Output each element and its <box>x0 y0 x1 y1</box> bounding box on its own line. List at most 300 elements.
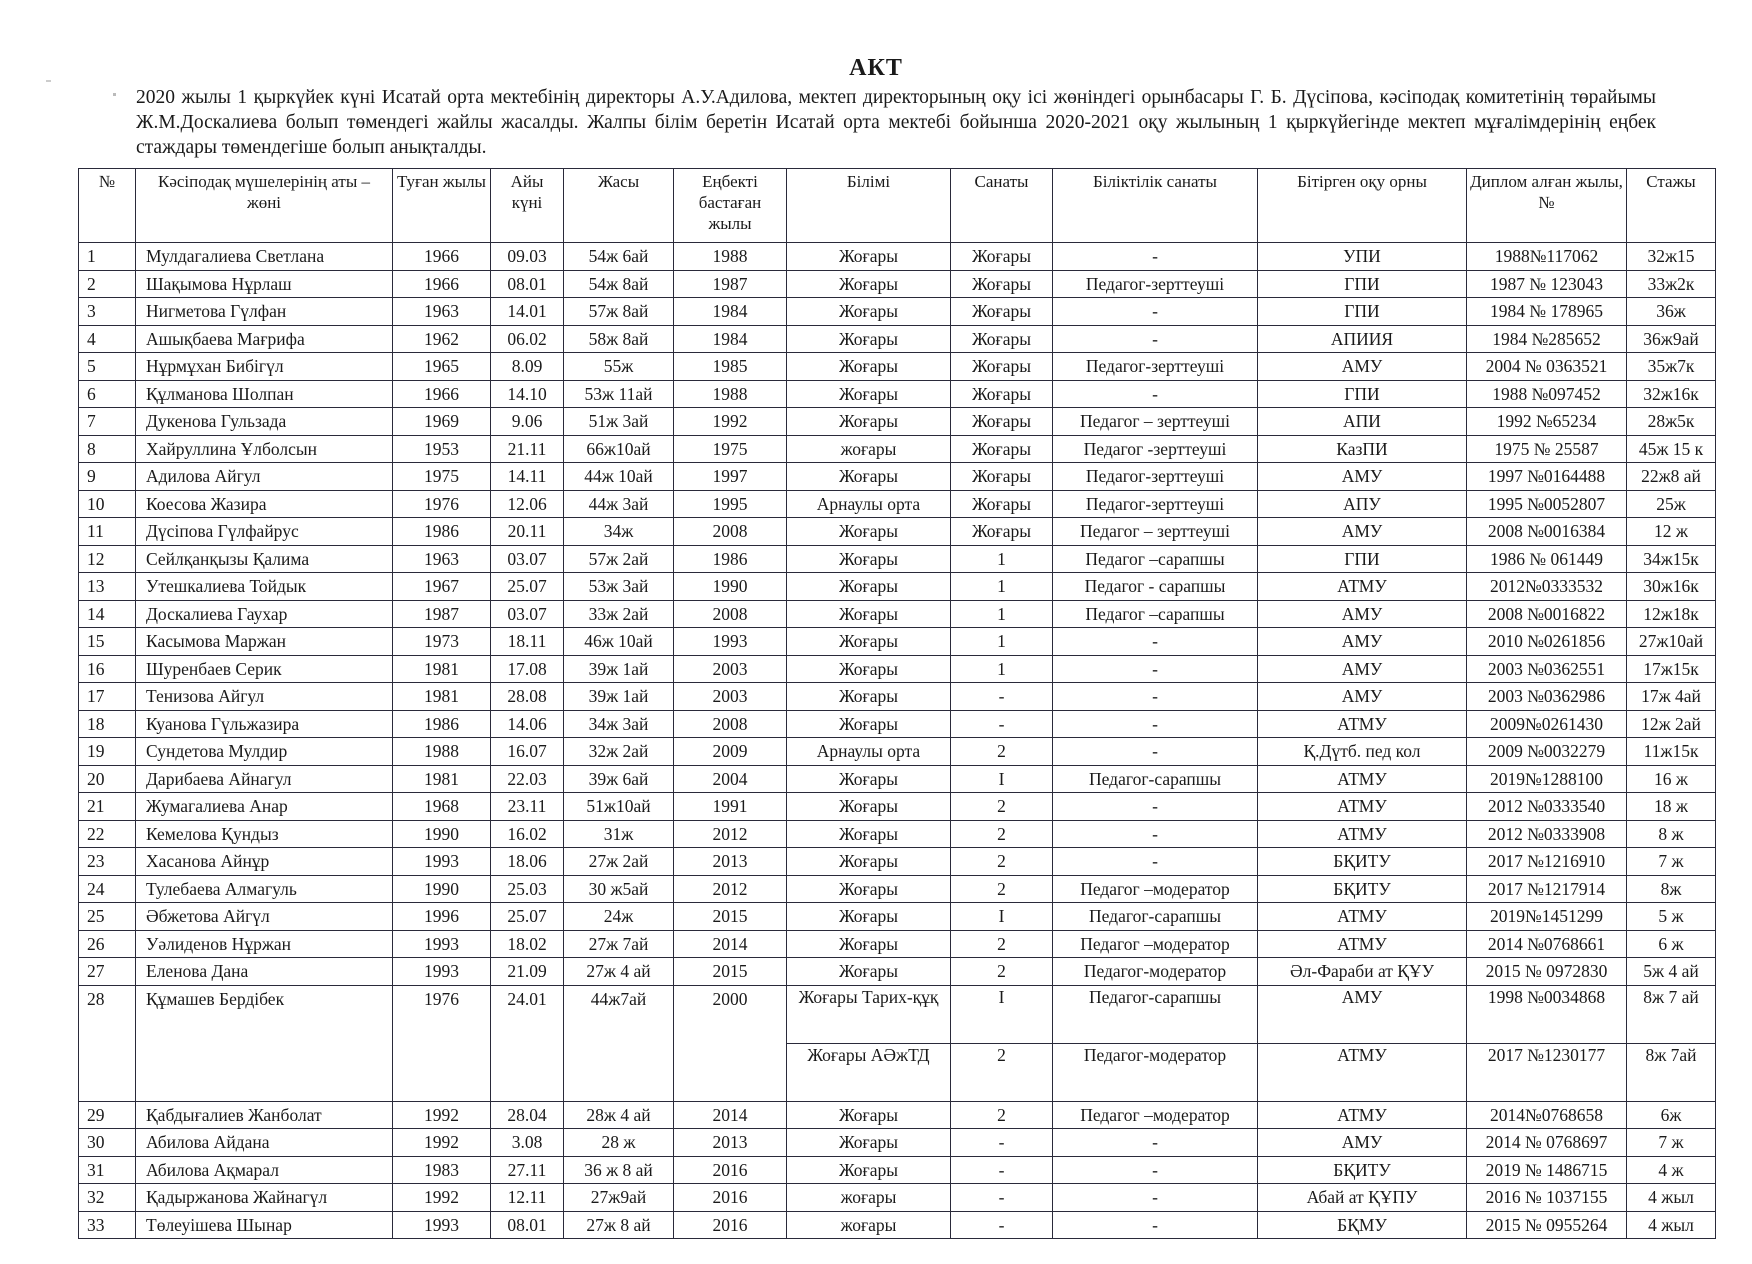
cell-education: Жоғары <box>787 683 951 711</box>
cell-qualification: - <box>1053 1156 1258 1184</box>
cell-age: 32ж 2ай <box>564 738 674 766</box>
cell-age: 53ж 11ай <box>564 380 674 408</box>
cell-education: жоғары <box>787 1184 951 1212</box>
table-row <box>79 903 1716 931</box>
cell-diploma: 2010 №0261856 <box>1467 628 1627 656</box>
cell-category: 1 <box>951 600 1053 628</box>
cell-category: Жоғары <box>951 463 1053 491</box>
cell-age: 39ж 1ай <box>564 683 674 711</box>
cell-education: Жоғары <box>787 628 951 656</box>
cell-name: Дүсіпова Гүлфайрус <box>136 518 393 546</box>
cell-work-start: 2003 <box>674 655 787 683</box>
staff-experience-table <box>78 168 1716 1239</box>
header-diploma: Диплом алған жылы, № <box>1467 169 1627 243</box>
cell-age: 39ж 1ай <box>564 655 674 683</box>
scan-mark <box>113 93 116 96</box>
cell-category: 1 <box>951 655 1053 683</box>
cell-age: 27ж 7ай <box>564 930 674 958</box>
cell-birth-day: 06.02 <box>491 325 564 353</box>
cell-work-start: 1990 <box>674 573 787 601</box>
cell-qualification: - <box>1053 1184 1258 1212</box>
cell-age: 36 ж 8 ай <box>564 1156 674 1184</box>
cell-diploma: 1995 №0052807 <box>1467 490 1627 518</box>
cell-experience: 8ж 7 ай <box>1627 985 1716 1043</box>
cell-work-start: 2000 <box>674 985 787 1101</box>
cell-no: 25 <box>79 903 136 931</box>
header-institution: Бітірген оқу орны <box>1258 169 1467 243</box>
cell-birth-day: 14.10 <box>491 380 564 408</box>
table-row <box>79 270 1716 298</box>
cell-qualification: Педагог-зерттеуші <box>1053 353 1258 381</box>
cell-no: 16 <box>79 655 136 683</box>
table-row <box>79 793 1716 821</box>
cell-diploma: 2015 № 0955264 <box>1467 1211 1627 1239</box>
cell-education: Жоғары <box>787 958 951 986</box>
table-row <box>79 958 1716 986</box>
cell-birth-year: 1993 <box>393 848 491 876</box>
cell-category: Жоғары <box>951 243 1053 271</box>
cell-education: Жоғары АӘжТД <box>787 1043 951 1101</box>
cell-age: 46ж 10ай <box>564 628 674 656</box>
cell-work-start: 1986 <box>674 545 787 573</box>
cell-diploma: 1975 № 25587 <box>1467 435 1627 463</box>
cell-category: 2 <box>951 793 1053 821</box>
cell-age: 55ж <box>564 353 674 381</box>
cell-birth-day: 28.04 <box>491 1101 564 1129</box>
header-education: Білімі <box>787 169 951 243</box>
cell-experience: 32ж16к <box>1627 380 1716 408</box>
cell-diploma: 2014 №0768661 <box>1467 930 1627 958</box>
cell-category: Жоғары <box>951 380 1053 408</box>
cell-qualification: Педагог –сарапшы <box>1053 600 1258 628</box>
cell-birth-day: 12.06 <box>491 490 564 518</box>
cell-birth-year: 1986 <box>393 710 491 738</box>
cell-category: 2 <box>951 875 1053 903</box>
cell-diploma: 2019№1288100 <box>1467 765 1627 793</box>
cell-education: Жоғары <box>787 655 951 683</box>
cell-diploma: 2008 №0016822 <box>1467 600 1627 628</box>
cell-experience: 8ж <box>1627 875 1716 903</box>
cell-work-start: 2014 <box>674 1101 787 1129</box>
cell-birth-day: 08.01 <box>491 1211 564 1239</box>
cell-education: Арнаулы орта <box>787 490 951 518</box>
cell-age: 51ж10ай <box>564 793 674 821</box>
cell-experience: 27ж10ай <box>1627 628 1716 656</box>
cell-name: Кемелова Қундыз <box>136 820 393 848</box>
table-row <box>79 380 1716 408</box>
cell-birth-day: 16.02 <box>491 820 564 848</box>
cell-experience: 7 ж <box>1627 1129 1716 1157</box>
cell-birth-day: 8.09 <box>491 353 564 381</box>
cell-experience: 30ж16к <box>1627 573 1716 601</box>
cell-education: Жоғары <box>787 1129 951 1157</box>
cell-diploma: 1988№117062 <box>1467 243 1627 271</box>
cell-name: Еленова Дана <box>136 958 393 986</box>
cell-no: 17 <box>79 683 136 711</box>
cell-education: Арнаулы орта <box>787 738 951 766</box>
table-row <box>79 820 1716 848</box>
cell-birth-year: 1986 <box>393 518 491 546</box>
cell-experience: 32ж15 <box>1627 243 1716 271</box>
cell-no: 14 <box>79 600 136 628</box>
cell-institution: БҚИТУ <box>1258 848 1467 876</box>
header-birth-year: Туған жылы <box>393 169 491 243</box>
cell-experience: 6ж <box>1627 1101 1716 1129</box>
cell-no: 20 <box>79 765 136 793</box>
table-row <box>79 463 1716 491</box>
table-row <box>79 573 1716 601</box>
cell-name: Уәлиденов Нұржан <box>136 930 393 958</box>
cell-no: 27 <box>79 958 136 986</box>
cell-experience: 4 жыл <box>1627 1211 1716 1239</box>
table-row <box>79 628 1716 656</box>
cell-work-start: 1997 <box>674 463 787 491</box>
cell-qualification: Педагог –модератор <box>1053 875 1258 903</box>
cell-qualification: - <box>1053 793 1258 821</box>
cell-no: 12 <box>79 545 136 573</box>
cell-name: Нигметова Гүлфан <box>136 298 393 326</box>
cell-education: Жоғары <box>787 793 951 821</box>
cell-name: Сейлқанқызы Қалима <box>136 545 393 573</box>
cell-category: Жоғары <box>951 325 1053 353</box>
cell-name: Дукенова Гульзада <box>136 408 393 436</box>
cell-birth-day: 3.08 <box>491 1129 564 1157</box>
cell-institution: КазПИ <box>1258 435 1467 463</box>
cell-diploma: 1988 №097452 <box>1467 380 1627 408</box>
header-qualification: Біліктілік санаты <box>1053 169 1258 243</box>
cell-name: Нұрмұхан Бибігүл <box>136 353 393 381</box>
cell-category: - <box>951 1184 1053 1212</box>
cell-diploma: 1984 №285652 <box>1467 325 1627 353</box>
cell-birth-day: 03.07 <box>491 545 564 573</box>
cell-qualification: Педагог-сарапшы <box>1053 985 1258 1043</box>
header-category: Санаты <box>951 169 1053 243</box>
cell-education: Жоғары <box>787 930 951 958</box>
cell-experience: 17ж 4ай <box>1627 683 1716 711</box>
header-age: Жасы <box>564 169 674 243</box>
table-row <box>79 1156 1716 1184</box>
cell-work-start: 2003 <box>674 683 787 711</box>
cell-experience: 12 ж <box>1627 518 1716 546</box>
cell-work-start: 1993 <box>674 628 787 656</box>
cell-age: 53ж 3ай <box>564 573 674 601</box>
cell-birth-year: 1966 <box>393 270 491 298</box>
cell-qualification: Педагог-сарапшы <box>1053 765 1258 793</box>
cell-name: Жумагалиева Анар <box>136 793 393 821</box>
cell-no: 32 <box>79 1184 136 1212</box>
cell-birth-year: 1963 <box>393 545 491 573</box>
cell-institution: АМУ <box>1258 353 1467 381</box>
table-row <box>79 875 1716 903</box>
cell-institution: АПУ <box>1258 490 1467 518</box>
cell-no: 1 <box>79 243 136 271</box>
cell-experience: 7 ж <box>1627 848 1716 876</box>
cell-institution: АТМУ <box>1258 710 1467 738</box>
cell-birth-day: 18.02 <box>491 930 564 958</box>
cell-birth-year: 1962 <box>393 325 491 353</box>
cell-no: 29 <box>79 1101 136 1129</box>
cell-institution: АТМУ <box>1258 573 1467 601</box>
cell-diploma: 2003 №0362551 <box>1467 655 1627 683</box>
cell-institution: ГПИ <box>1258 545 1467 573</box>
cell-work-start: 2008 <box>674 600 787 628</box>
cell-name: Қабдығалиев Жанболат <box>136 1101 393 1129</box>
cell-work-start: 2012 <box>674 875 787 903</box>
cell-work-start: 2015 <box>674 903 787 931</box>
cell-diploma: 2019№1451299 <box>1467 903 1627 931</box>
cell-no: 8 <box>79 435 136 463</box>
cell-birth-year: 1953 <box>393 435 491 463</box>
cell-no: 4 <box>79 325 136 353</box>
cell-work-start: 2008 <box>674 518 787 546</box>
cell-category: Жоғары <box>951 435 1053 463</box>
cell-birth-year: 1992 <box>393 1184 491 1212</box>
cell-diploma: 2008 №0016384 <box>1467 518 1627 546</box>
cell-qualification: - <box>1053 710 1258 738</box>
cell-no: 3 <box>79 298 136 326</box>
cell-qualification: Педагог-зерттеуші <box>1053 463 1258 491</box>
cell-category: - <box>951 683 1053 711</box>
cell-work-start: 1975 <box>674 435 787 463</box>
cell-birth-year: 1963 <box>393 298 491 326</box>
cell-name: Тенизова Айгул <box>136 683 393 711</box>
cell-name: Доскалиева Гаухар <box>136 600 393 628</box>
cell-age: 34ж 3ай <box>564 710 674 738</box>
cell-category: - <box>951 1211 1053 1239</box>
cell-qualification: - <box>1053 820 1258 848</box>
cell-category: Жоғары <box>951 490 1053 518</box>
cell-education: Жоғары <box>787 710 951 738</box>
table-row <box>79 1211 1716 1239</box>
cell-diploma: 2012№0333532 <box>1467 573 1627 601</box>
cell-institution: ГПИ <box>1258 380 1467 408</box>
cell-diploma: 2017 №1217914 <box>1467 875 1627 903</box>
cell-no: 22 <box>79 820 136 848</box>
cell-no: 18 <box>79 710 136 738</box>
cell-institution: АМУ <box>1258 1129 1467 1157</box>
cell-birth-day: 27.11 <box>491 1156 564 1184</box>
cell-age: 51ж 3ай <box>564 408 674 436</box>
cell-qualification: Педагог-модератор <box>1053 1043 1258 1101</box>
table-row <box>79 545 1716 573</box>
cell-name: Төлеуішева Шынар <box>136 1211 393 1239</box>
table-row <box>79 655 1716 683</box>
cell-category: I <box>951 985 1053 1043</box>
cell-birth-year: 1976 <box>393 985 491 1101</box>
cell-institution: АТМУ <box>1258 930 1467 958</box>
cell-institution: АПИ <box>1258 408 1467 436</box>
cell-category: 1 <box>951 545 1053 573</box>
header-birth-day: Айы күні <box>491 169 564 243</box>
cell-diploma: 2004 № 0363521 <box>1467 353 1627 381</box>
table-row <box>79 985 1716 1043</box>
cell-education: Жоғары <box>787 518 951 546</box>
table-row <box>79 243 1716 271</box>
table-body <box>79 243 1716 1239</box>
cell-no: 31 <box>79 1156 136 1184</box>
cell-qualification: Педагог-зерттеуші <box>1053 490 1258 518</box>
cell-experience: 35ж7к <box>1627 353 1716 381</box>
cell-work-start: 1984 <box>674 298 787 326</box>
cell-birth-year: 1993 <box>393 930 491 958</box>
cell-birth-day: 25.07 <box>491 903 564 931</box>
cell-no: 24 <box>79 875 136 903</box>
table-row <box>79 435 1716 463</box>
cell-institution: АТМУ <box>1258 903 1467 931</box>
cell-age: 58ж 8ай <box>564 325 674 353</box>
cell-name: Дарибаева Айнагул <box>136 765 393 793</box>
cell-category: - <box>951 710 1053 738</box>
cell-birth-day: 16.07 <box>491 738 564 766</box>
cell-no: 23 <box>79 848 136 876</box>
cell-experience: 28ж5к <box>1627 408 1716 436</box>
cell-institution: ГПИ <box>1258 270 1467 298</box>
cell-qualification: - <box>1053 655 1258 683</box>
cell-birth-day: 17.08 <box>491 655 564 683</box>
cell-diploma: 1998 №0034868 <box>1467 985 1627 1043</box>
cell-category: 2 <box>951 820 1053 848</box>
intro-paragraph <box>136 85 1656 160</box>
cell-name: Коесова Жазира <box>136 490 393 518</box>
cell-diploma: 1987 № 123043 <box>1467 270 1627 298</box>
cell-diploma: 1986 № 061449 <box>1467 545 1627 573</box>
cell-qualification: Педагог-сарапшы <box>1053 903 1258 931</box>
cell-birth-year: 1983 <box>393 1156 491 1184</box>
cell-age: 39ж 6ай <box>564 765 674 793</box>
cell-education: Жоғары Тарих-құқ <box>787 985 951 1043</box>
cell-birth-day: 21.09 <box>491 958 564 986</box>
cell-name: Тулебаева Алмагуль <box>136 875 393 903</box>
cell-institution: БҚМУ <box>1258 1211 1467 1239</box>
cell-age: 44ж 3ай <box>564 490 674 518</box>
cell-education: Жоғары <box>787 325 951 353</box>
cell-diploma: 1997 №0164488 <box>1467 463 1627 491</box>
cell-birth-year: 1990 <box>393 820 491 848</box>
cell-institution: АМУ <box>1258 518 1467 546</box>
table-row <box>79 600 1716 628</box>
cell-category: - <box>951 1129 1053 1157</box>
cell-work-start: 2008 <box>674 710 787 738</box>
table-row <box>79 353 1716 381</box>
cell-education: Жоғары <box>787 573 951 601</box>
cell-birth-day: 12.11 <box>491 1184 564 1212</box>
cell-age: 54ж 8ай <box>564 270 674 298</box>
cell-birth-day: 14.01 <box>491 298 564 326</box>
cell-birth-year: 1969 <box>393 408 491 436</box>
cell-birth-year: 1965 <box>393 353 491 381</box>
cell-category: I <box>951 903 1053 931</box>
cell-birth-day: 18.11 <box>491 628 564 656</box>
cell-age: 57ж 2ай <box>564 545 674 573</box>
cell-experience: 6 ж <box>1627 930 1716 958</box>
table-row <box>79 298 1716 326</box>
header-work-start: Еңбекті бастаған жылы <box>674 169 787 243</box>
cell-name: Қадыржанова Жайнагүл <box>136 1184 393 1212</box>
cell-experience: 5 ж <box>1627 903 1716 931</box>
cell-name: Құмашев Бердібек <box>136 985 393 1101</box>
cell-institution: АМУ <box>1258 985 1467 1043</box>
cell-diploma: 2019 № 1486715 <box>1467 1156 1627 1184</box>
cell-qualification: - <box>1053 325 1258 353</box>
cell-category: - <box>951 1156 1053 1184</box>
cell-qualification: - <box>1053 380 1258 408</box>
cell-education: Жоғары <box>787 600 951 628</box>
cell-diploma: 2003 №0362986 <box>1467 683 1627 711</box>
cell-institution: Әл-Фараби ат ҚҰУ <box>1258 958 1467 986</box>
cell-name: Адилова Айгул <box>136 463 393 491</box>
cell-qualification: Педагог – зерттеуші <box>1053 518 1258 546</box>
cell-qualification: Педагог –сарапшы <box>1053 545 1258 573</box>
cell-age: 44ж7ай <box>564 985 674 1101</box>
table-header-row <box>79 169 1716 243</box>
cell-work-start: 2016 <box>674 1156 787 1184</box>
cell-birth-year: 1981 <box>393 655 491 683</box>
cell-no: 19 <box>79 738 136 766</box>
cell-category: 2 <box>951 848 1053 876</box>
intro-text: 2020 жылы 1 қыркүйек күні Исатай орта мектебінің директоры А.У.Адилова, мектеп директорының оқу ісі жөніндегі орынбасары Г. Б. Дүсіпова, кәсіподақ комитетінің төрайымы Ж.М.Доскалиева болып төмендегі жайлы жасалды. Жалпы білім беретін Исатай орта мектебі бойынша 2020-2021 оқу жылының 1 қыркүйегінде мектеп мұғалімдерінің еңбек стаждары төмендегіше болып анықталды. <box>136 87 1656 158</box>
table-row <box>79 930 1716 958</box>
cell-institution: АМУ <box>1258 463 1467 491</box>
cell-birth-day: 20.11 <box>491 518 564 546</box>
cell-birth-day: 08.01 <box>491 270 564 298</box>
cell-age: 28 ж <box>564 1129 674 1157</box>
cell-name: Абилова Айдана <box>136 1129 393 1157</box>
cell-diploma: 1984 № 178965 <box>1467 298 1627 326</box>
table-row <box>79 518 1716 546</box>
cell-experience: 22ж8 ай <box>1627 463 1716 491</box>
cell-birth-year: 1966 <box>393 380 491 408</box>
cell-work-start: 2013 <box>674 1129 787 1157</box>
cell-birth-year: 1992 <box>393 1101 491 1129</box>
cell-no: 33 <box>79 1211 136 1239</box>
cell-institution: АМУ <box>1258 628 1467 656</box>
cell-age: 30 ж5ай <box>564 875 674 903</box>
cell-experience: 11ж15к <box>1627 738 1716 766</box>
cell-category: 1 <box>951 628 1053 656</box>
cell-work-start: 2012 <box>674 820 787 848</box>
cell-no: 6 <box>79 380 136 408</box>
cell-qualification: Педагог - сарапшы <box>1053 573 1258 601</box>
cell-work-start: 2014 <box>674 930 787 958</box>
cell-qualification: - <box>1053 738 1258 766</box>
cell-birth-year: 1976 <box>393 490 491 518</box>
cell-education: Жоғары <box>787 463 951 491</box>
cell-work-start: 2016 <box>674 1211 787 1239</box>
table-row <box>79 1184 1716 1212</box>
cell-category: 2 <box>951 738 1053 766</box>
cell-age: 57ж 8ай <box>564 298 674 326</box>
cell-diploma: 2012 №0333908 <box>1467 820 1627 848</box>
cell-no: 15 <box>79 628 136 656</box>
cell-experience: 4 ж <box>1627 1156 1716 1184</box>
cell-institution: АМУ <box>1258 683 1467 711</box>
cell-birth-year: 1966 <box>393 243 491 271</box>
cell-experience: 12ж18к <box>1627 600 1716 628</box>
cell-experience: 25ж <box>1627 490 1716 518</box>
cell-birth-day: 25.07 <box>491 573 564 601</box>
cell-education: Жоғары <box>787 298 951 326</box>
cell-birth-year: 1968 <box>393 793 491 821</box>
cell-birth-year: 1975 <box>393 463 491 491</box>
cell-birth-year: 1967 <box>393 573 491 601</box>
cell-name: Шуренбаев Серик <box>136 655 393 683</box>
cell-qualification: Педагог –модератор <box>1053 1101 1258 1129</box>
cell-education: Жоғары <box>787 848 951 876</box>
cell-diploma: 2017 №1230177 <box>1467 1043 1627 1101</box>
table-row <box>79 683 1716 711</box>
cell-diploma: 2017 №1216910 <box>1467 848 1627 876</box>
cell-age: 28ж 4 ай <box>564 1101 674 1129</box>
